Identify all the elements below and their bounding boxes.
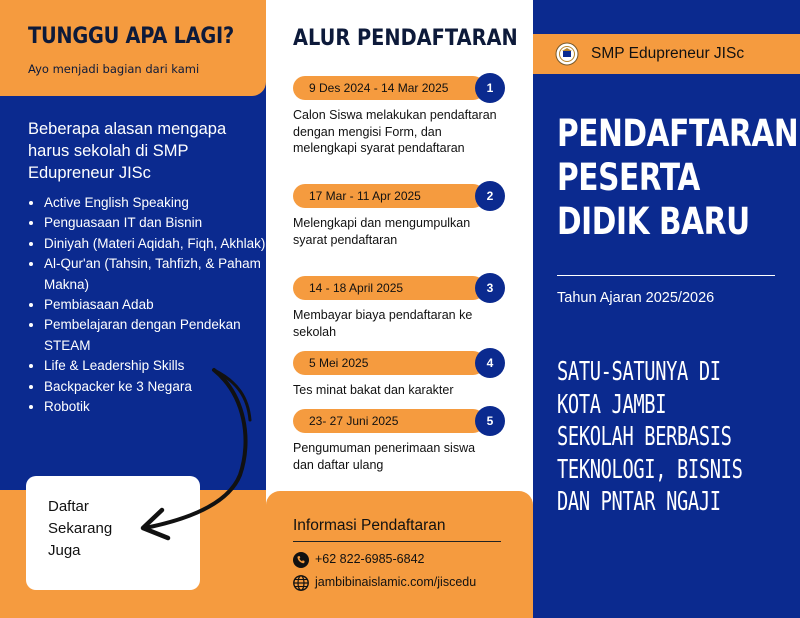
info-title: Informasi Pendaftaran xyxy=(293,517,446,534)
step-date: 5 Mei 2025 xyxy=(309,356,369,370)
step-date-pill xyxy=(293,351,494,375)
slogan-line: DAN PNTAR NGAJI xyxy=(557,487,721,517)
cta-line: Juga xyxy=(48,542,81,559)
reason-item: • Pembelajaran dengan Pendekan STEAM xyxy=(44,315,266,356)
step-date: 23- 27 Juni 2025 xyxy=(309,414,399,428)
right-panel xyxy=(533,0,800,618)
info-divider xyxy=(293,541,501,542)
step-description: Melengkapi dan mengumpulkan syarat pendaftaran xyxy=(293,216,471,247)
register-now-box[interactable] xyxy=(26,476,200,590)
step-date: 9 Des 2024 - 14 Mar 2025 xyxy=(309,81,449,95)
slogan-line: SEKOLAH BERBASIS xyxy=(557,422,732,452)
reason-item: • Al-Qur'an (Tahsin, Tahfizh, & Paham Makna) xyxy=(44,254,266,295)
step-date-pill xyxy=(293,76,494,100)
phone-number: +62 822-6985-6842 xyxy=(315,552,425,566)
flow-step-5 xyxy=(293,409,507,473)
step-description: Calon Siswa melakukan pendaftaran dengan mengisi Form, dan melengkapi syarat pendaftaran xyxy=(293,108,497,155)
title-line: PENDAFTARAN xyxy=(557,112,799,155)
step-date-pill xyxy=(293,184,494,208)
website-link: jambibinaislamic.com/jiscedu xyxy=(315,575,477,589)
main-title xyxy=(557,112,799,244)
globe-icon xyxy=(293,575,309,591)
step-number: 4 xyxy=(475,348,505,378)
reason-item: • Backpacker ke 3 Negara xyxy=(44,377,266,397)
step-date: 17 Mar - 11 Apr 2025 xyxy=(309,189,421,203)
reason-item: • Robotik xyxy=(44,397,266,417)
reason-item: • Diniyah (Materi Aqidah, Fiqh, Akhlak) xyxy=(44,234,266,254)
slogan-line: SATU-SATUNYA DI xyxy=(557,357,721,387)
step-date-pill xyxy=(293,409,494,433)
registration-flow-heading: ALUR PENDAFTARAN xyxy=(293,26,518,51)
reason-item: • Pembiasaan Adab xyxy=(44,295,266,315)
reasons-list xyxy=(28,193,266,417)
middle-panel xyxy=(266,0,533,618)
cta-line: Sekarang xyxy=(48,520,113,537)
step-number: 2 xyxy=(475,181,505,211)
title-line: DIDIK BARU xyxy=(557,200,750,243)
reason-item: • Penguasaan IT dan Bisnin xyxy=(44,213,266,233)
title-line: PESERTA xyxy=(557,156,700,199)
step-description: Membayar biaya pendaftaran ke sekolah xyxy=(293,308,473,339)
flow-step-2 xyxy=(293,184,507,248)
reasons-title: Beberapa alasan mengapa harus sekolah di SMP Edupreneur JISc xyxy=(28,120,227,182)
step-date-pill xyxy=(293,276,494,300)
step-number: 3 xyxy=(475,273,505,303)
flow-step-4 xyxy=(293,351,507,399)
school-name: SMP Edupreneur JISc xyxy=(591,45,745,62)
slogan-line: KOTA JAMBI xyxy=(557,389,667,420)
step-number: 5 xyxy=(475,406,505,436)
left-header-band xyxy=(0,0,266,96)
cta-line: Daftar xyxy=(48,498,89,515)
title-divider xyxy=(557,275,775,276)
flow-step-3 xyxy=(293,276,507,340)
left-panel xyxy=(0,0,266,618)
school-logo-icon xyxy=(555,42,579,66)
left-heading: TUNGGU APA LAGI? xyxy=(28,24,234,49)
phone-icon xyxy=(293,552,309,568)
step-description: Pengumuman penerimaan siswa dan daftar ulang xyxy=(293,441,476,472)
academic-year: Tahun Ajaran 2025/2026 xyxy=(557,290,715,306)
step-description: Tes minat bakat dan karakter xyxy=(293,383,454,397)
step-date: 14 - 18 April 2025 xyxy=(309,281,404,295)
left-subheading: Ayo menjadi bagian dari kami xyxy=(28,62,200,76)
step-number: 1 xyxy=(475,73,505,103)
slogan-line: TEKNOLOGI, BISNIS xyxy=(557,454,743,485)
register-now-text xyxy=(48,496,168,562)
slogan xyxy=(557,356,766,519)
school-name-bar xyxy=(533,34,800,74)
reason-item: • Life & Leadership Skills xyxy=(44,356,266,376)
flow-step-1 xyxy=(293,76,507,157)
reason-item: • Active English Speaking xyxy=(44,193,266,213)
registration-info-box xyxy=(266,491,533,618)
